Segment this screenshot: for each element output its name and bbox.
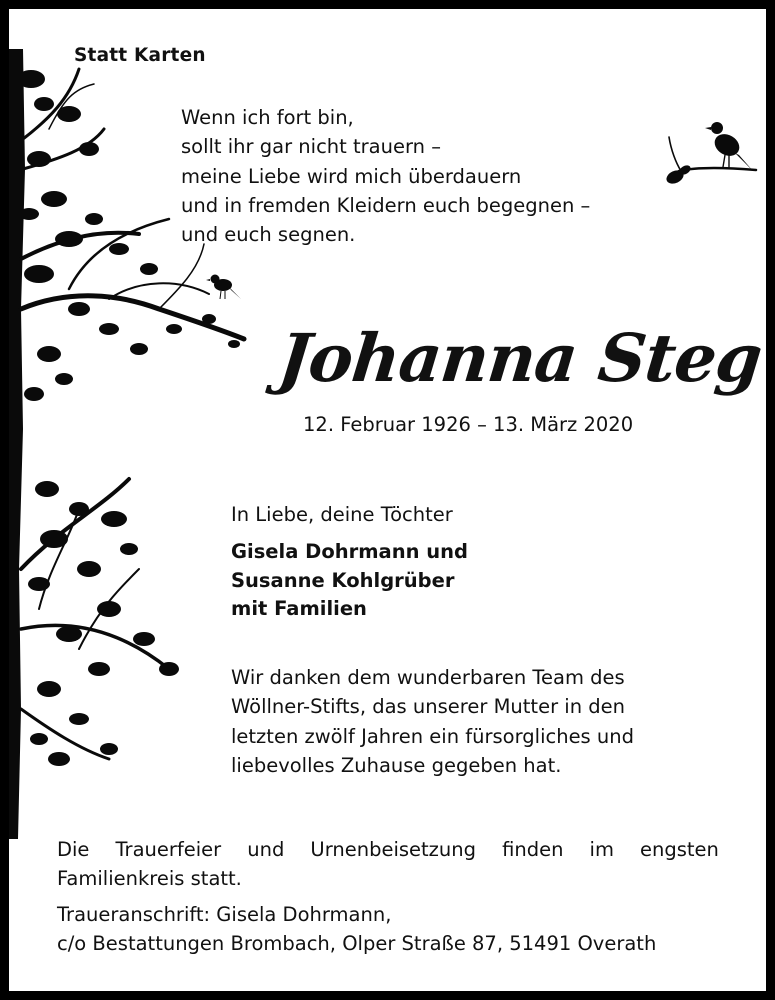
bird-in-tree-icon	[206, 275, 241, 300]
bird-on-branch-icon	[661, 115, 761, 195]
funeral-word: und	[247, 838, 285, 861]
family-intro: In Liebe, deine Töchter	[231, 503, 453, 526]
mourning-address	[57, 900, 656, 959]
address-line: c/o Bestattungen Brombach, Olper Straße 87, 51491 Overath	[57, 932, 657, 956]
funeral-word: Trauerfeier	[115, 838, 222, 861]
family-name-line: mit Familien	[231, 597, 367, 620]
thanks-line: letzten zwölf Jahren ein fürsorgliches und	[231, 724, 635, 748]
poem-line: Wenn ich fort bin,	[181, 106, 354, 129]
funeral-word: Die	[57, 838, 90, 861]
funeral-line: Familienkreis statt.	[57, 867, 242, 891]
poem	[181, 103, 590, 249]
thanks-text	[231, 663, 634, 780]
thanks-line: Wöllner-Stifts, das unserer Mutter in den	[231, 695, 625, 719]
poem-line: und euch segnen.	[181, 223, 356, 247]
funeral-word: im	[589, 838, 614, 861]
poem-line: sollt ihr gar nicht trauern –	[181, 135, 441, 159]
family-name-line: Gisela Dohrmann und	[231, 540, 468, 563]
funeral-notice	[57, 835, 719, 894]
thanks-line: Wir danken dem wunderbaren Team des	[231, 666, 625, 689]
funeral-line	[57, 835, 719, 864]
obituary-card	[9, 9, 766, 991]
address-line: Traueranschrift: Gisela Dohrmann,	[57, 903, 392, 926]
deceased-name: Johanna Steg	[274, 319, 766, 397]
funeral-word: Urnenbeisetzung	[310, 838, 477, 861]
thanks-line: liebevolles Zuhause gegeben hat.	[231, 753, 562, 777]
poem-line: meine Liebe wird mich überdauern	[181, 164, 522, 188]
life-dates: 12. Februar 1926 – 13. März 2020	[303, 413, 634, 436]
family-names	[231, 538, 468, 624]
funeral-word: finden	[502, 838, 564, 861]
family-name-line: Susanne Kohlgrüber	[231, 568, 455, 592]
poem-line: und in fremden Kleidern euch begegnen –	[181, 193, 591, 217]
header-title: Statt Karten	[74, 45, 206, 66]
funeral-word: engsten	[640, 838, 719, 861]
